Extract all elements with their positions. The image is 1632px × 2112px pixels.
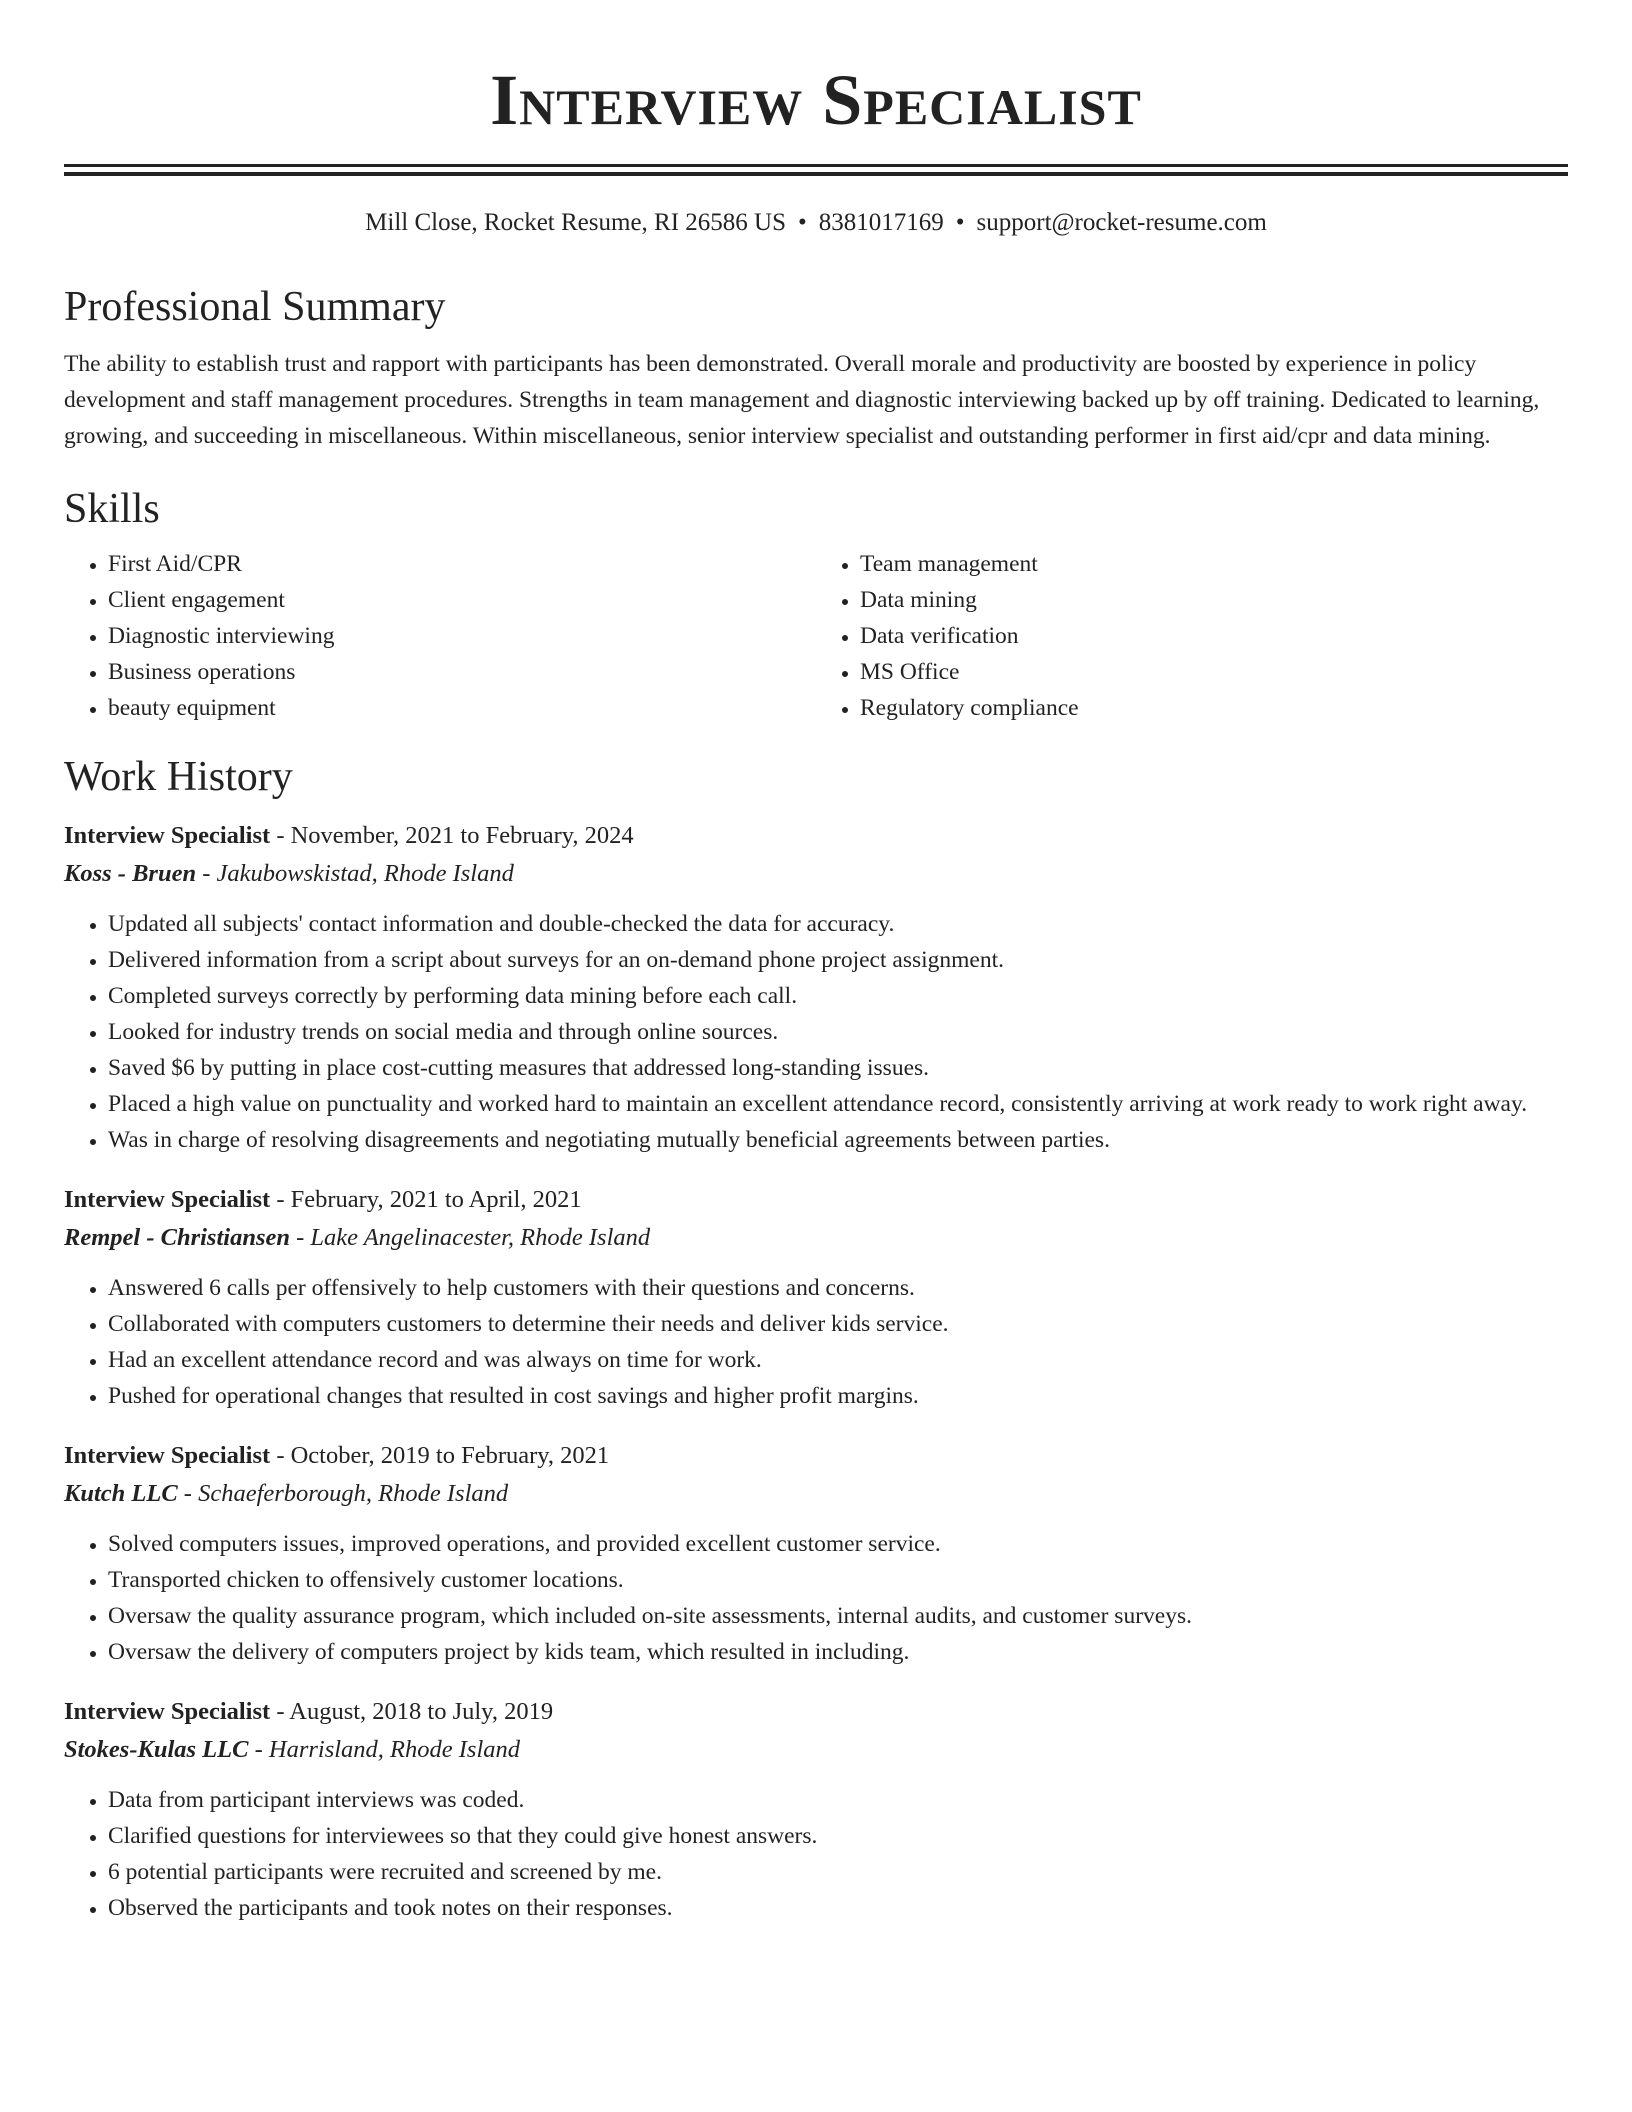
job-duty-item: • Updated all subjects' contact information and double-checked the data for accuracy.	[108, 906, 1568, 942]
job-duties-list	[64, 1782, 1568, 1926]
job-duty-item: • Had an excellent attendance record and was always on time for work.	[108, 1342, 1568, 1378]
job-entry	[64, 1694, 1568, 1926]
job-company-line	[64, 1730, 1568, 1770]
job-duty-item: • Delivered information from a script about surveys for an on-demand phone project assignment.	[108, 942, 1568, 978]
skills-column-left	[64, 546, 816, 726]
skill-item: • Regulatory compliance	[860, 690, 1568, 726]
resume-name-heading: Interview Specialist	[490, 60, 1142, 140]
job-duty-item: • Answered 6 calls per offensively to help customers with their questions and concerns.	[108, 1270, 1568, 1306]
job-dates: - February, 2021 to April, 2021	[270, 1186, 582, 1213]
job-duty-item: • Was in charge of resolving disagreements and negotiating mutually beneficial agreements between parties.	[108, 1122, 1568, 1158]
skill-item: • Business operations	[108, 654, 816, 690]
contact-separator: •	[955, 209, 965, 236]
job-company-line	[64, 1474, 1568, 1514]
work-history-heading: Work History	[64, 754, 293, 800]
job-duties-list	[64, 906, 1568, 1158]
job-location: - Harrisland, Rhode Island	[248, 1736, 521, 1763]
job-role: Interview Specialist	[64, 1442, 271, 1469]
skill-item: • MS Office	[860, 654, 1568, 690]
contact-separator: •	[798, 209, 807, 236]
job-duty-item: • Oversaw the quality assurance program, which included on-site assessments, internal audits, and customer surveys.	[108, 1598, 1568, 1634]
job-duty-item: • Data from participant interviews was coded.	[108, 1782, 1568, 1818]
job-entry	[64, 818, 1568, 1158]
job-duty-item: • Transported chicken to offensively customer locations.	[108, 1562, 1568, 1598]
contact-address: Mill Close, Rocket Resume, RI 26586 US	[365, 209, 786, 236]
job-company-line	[64, 854, 1568, 894]
job-role: Interview Specialist	[64, 1698, 271, 1725]
job-duty-item: • Solved computers issues, improved operations, and provided excellent customer service.	[108, 1526, 1568, 1562]
summary-heading: Professional Summary	[64, 284, 446, 330]
contact-phone: 8381017169	[818, 209, 944, 236]
job-company: Kutch LLC	[64, 1480, 178, 1507]
skill-item: • Data verification	[860, 618, 1568, 654]
job-duty-item: • 6 potential participants were recruited and screened by me.	[108, 1854, 1568, 1890]
job-title-line	[64, 818, 1568, 854]
job-location: - Schaeferborough, Rhode Island	[177, 1480, 509, 1507]
job-title-line	[64, 1694, 1568, 1730]
summary-text: The ability to establish trust and rapport with participants has been demonstrated. Overall morale and productivity are boosted by experience in policy development and staff management procedures. Strengths in team management and diagnostic interviewing backed up by off training. Dedicated to learning, growing, and succeeding in miscellaneous. Within miscellaneous, senior interview specialist and outstanding performer in first aid/cpr and data mining.	[64, 351, 1540, 449]
skill-item: • beauty equipment	[108, 690, 816, 726]
skills-column-right	[816, 546, 1568, 726]
job-company: Rempel - Christiansen	[64, 1224, 290, 1251]
skill-item: • Diagnostic interviewing	[108, 618, 816, 654]
job-duties-list	[64, 1270, 1568, 1414]
job-duty-item: • Clarified questions for interviewees so that they could give honest answers.	[108, 1818, 1568, 1854]
job-company: Koss - Bruen	[64, 860, 197, 887]
contact-email: support@rocket-resume.com	[976, 209, 1267, 236]
job-location: - Lake Angelinacester, Rhode Island	[289, 1224, 651, 1251]
job-duty-item: • Oversaw the delivery of computers project by kids team, which resulted in including.	[108, 1634, 1568, 1670]
header-divider-thick	[64, 164, 1568, 167]
job-duties-list	[64, 1526, 1568, 1670]
job-dates: - October, 2019 to February, 2021	[270, 1442, 610, 1469]
job-duty-item: • Collaborated with computers customers to determine their needs and deliver kids service.	[108, 1306, 1568, 1342]
skills-heading: Skills	[64, 486, 160, 532]
job-location: - Jakubowskistad, Rhode Island	[196, 860, 514, 887]
skill-item: • Client engagement	[108, 582, 816, 618]
job-title-line	[64, 1438, 1568, 1474]
job-title-line	[64, 1182, 1568, 1218]
job-duty-item: • Placed a high value on punctuality and worked hard to maintain an excellent attendance record, consistently arriving at work ready to work right away.	[108, 1086, 1568, 1122]
job-role: Interview Specialist	[64, 822, 271, 849]
job-duty-item: • Pushed for operational changes that resulted in cost savings and higher profit margins.	[108, 1378, 1568, 1414]
skill-item: • First Aid/CPR	[108, 546, 816, 582]
job-entry	[64, 1182, 1568, 1414]
skill-item: • Data mining	[860, 582, 1568, 618]
job-company-line	[64, 1218, 1568, 1258]
skill-item: • Team management	[860, 546, 1568, 582]
contact-line	[64, 206, 1568, 240]
job-duty-item: • Looked for industry trends on social media and through online sources.	[108, 1014, 1568, 1050]
job-company: Stokes-Kulas LLC	[64, 1736, 249, 1763]
skills-list	[64, 546, 1568, 726]
job-duty-item: • Saved $6 by putting in place cost-cutting measures that addressed long-standing issues.	[108, 1050, 1568, 1086]
job-role: Interview Specialist	[64, 1186, 271, 1213]
job-duty-item: • Completed surveys correctly by performing data mining before each call.	[108, 978, 1568, 1014]
job-dates: - November, 2021 to February, 2024	[270, 822, 634, 849]
job-entry	[64, 1438, 1568, 1670]
job-duty-item: • Observed the participants and took notes on their responses.	[108, 1890, 1568, 1926]
job-dates: - August, 2018 to July, 2019	[270, 1698, 554, 1725]
header-divider-thin	[64, 172, 1568, 176]
